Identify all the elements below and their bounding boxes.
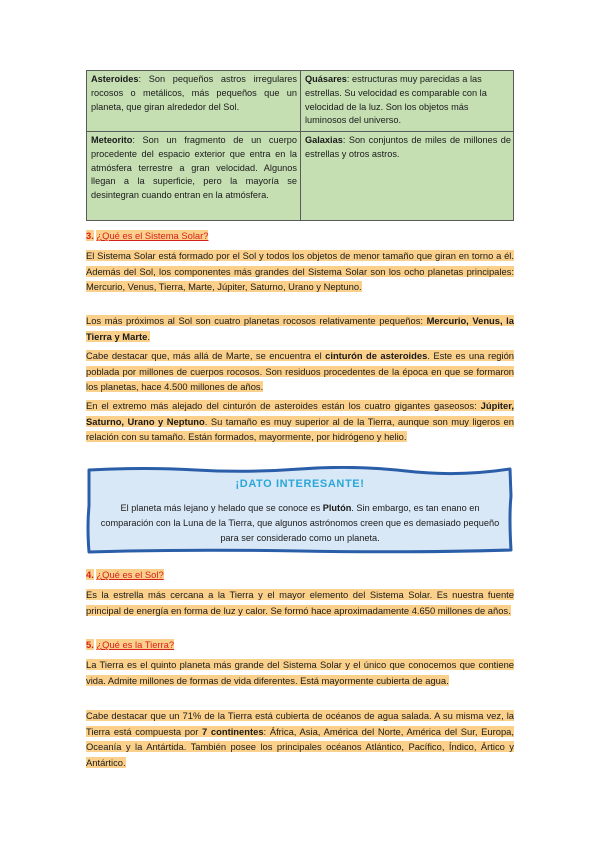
section-5-paragraph-1 — [86, 657, 514, 688]
fact-text: . Sin embargo, es tan enano en comparación con la Luna de la Tierra, que algunos astrónomos creen que es demasiado pequeño para ser considerado como un planeta. — [100, 503, 500, 543]
glossary-cell-quasares — [305, 73, 511, 128]
paragraph-bold: Mercurio, Venus, la Tierra y Marte — [86, 315, 514, 342]
section-number: 3. — [86, 230, 94, 241]
paragraph-text: Es la estrella más cercana a la Tierra y el mayor elemento del Sistema Solar. Es nuestra fuente principal de energía en forma de luz y calor. Se formó hace aproximadamente 4.650 millones de años. — [86, 589, 514, 616]
section-5-paragraph-2 — [86, 708, 514, 770]
table-divider-horizontal — [87, 131, 513, 132]
paragraph-text: En el extremo más alejado del cinturón de asteroides están los cuatro gigantes gaseosos: — [86, 400, 481, 411]
paragraph-text: Los más próximos al Sol son cuatro planetas rocosos relativamente pequeños: — [86, 315, 427, 326]
section-4-heading — [86, 568, 164, 581]
section-3-paragraph-3 — [86, 348, 514, 395]
paragraph-bold: 7 continentes — [202, 725, 264, 737]
paragraph-text: El Sistema Solar está formado por el Sol y todos los objetos de menor tamaño que giran en torno a él. Además del Sol, los componentes más grandes del Sistema Solar son los ocho planetas principales: Mercurio, Venus, Tierra, Marte, Júpiter, Saturno, Urano y Neptuno. — [86, 250, 514, 293]
paragraph-bold: Júpiter, Saturno, Urano y Neptuno — [86, 400, 514, 427]
section-4-paragraph-1 — [86, 587, 514, 618]
glossary-table — [86, 70, 514, 221]
section-number: 4. — [86, 569, 94, 580]
paragraph-text: Cabe destacar que un 71% de la Tierra está cubierta de océanos de agua salada. A su misma vez, la Tierra está compuesta por — [86, 710, 514, 737]
paragraph-bold: cinturón de asteroides — [325, 350, 428, 361]
paragraph-text: . Este es una región poblada por millones de cuerpos rocosos. Son residuos procedentes de la época en que se formaron los planetas, hace 4.500 millones de años. — [86, 350, 515, 393]
glossary-cell-asteroides — [91, 73, 297, 114]
fact-box — [86, 466, 514, 554]
table-divider-vertical — [300, 71, 301, 220]
glossary-cell-meteorito — [91, 134, 297, 203]
glossary-term: Quásares — [305, 74, 347, 84]
section-title: ¿Qué es la Tierra? — [96, 639, 175, 650]
paragraph-text: : África, Asia, América del Norte, América del Sur, Europa, Oceanía y la Antártida. También posee los principales océanos Atlántico, Pacífico, Índico, Ártico y Antártico. — [86, 725, 514, 768]
glossary-definition: : Son un fragmento de un cuerpo procedente del espacio exterior que entra en la atmósfera terrestre a gran velocidad. Algunos llegan a la superficie, pero la mayoría se desintegran cuando entran en la atmósfera. — [91, 135, 297, 201]
paragraph-text: La Tierra es el quinto planeta más grande del Sistema Solar y el único que conocemos que contiene vida. Admite millones de formas de vida diferentes. Está mayormente cubierta de agua. — [86, 659, 514, 686]
fact-box-title: ¡DATO INTERESANTE! — [235, 478, 365, 490]
section-5-heading — [86, 638, 174, 651]
paragraph-text: . — [147, 330, 150, 342]
glossary-definition: : Son pequeños astros irregulares rocosos o metálicos, más pequeños que un planeta, que giran alrededor del Sol. — [91, 74, 297, 112]
section-title: ¿Qué es el Sol? — [96, 569, 164, 580]
fact-bold: Plutón — [322, 503, 352, 513]
paragraph-text: . Su tamaño es muy superior al de la Tierra, aunque son muy ligeros en relación con su tamaño. Están formados, mayormente, por hidrógeno y helio. — [86, 415, 514, 443]
section-title: ¿Qué es el Sistema Solar? — [96, 230, 209, 241]
fact-box-text — [100, 501, 500, 546]
section-3-heading — [86, 229, 208, 242]
fact-text: El planeta más lejano y helado que se conoce es — [120, 503, 323, 513]
paragraph-text: Cabe destacar que, más allá de Marte, se encuentra el — [86, 350, 326, 361]
glossary-term: Galaxias — [305, 135, 343, 145]
glossary-definition: : Son conjuntos de miles de millones de estrellas y otros astros. — [305, 135, 511, 159]
section-3-paragraph-1 — [86, 248, 514, 295]
glossary-definition: : estructuras muy parecidas a las estrellas. Su velocidad es comparable con la velocidad de la luz. Son los objetos más luminosos del universo. — [305, 74, 487, 126]
section-3-paragraph-2 — [86, 313, 514, 344]
section-3-paragraph-4 — [86, 398, 514, 445]
glossary-term: Meteorito — [91, 135, 133, 145]
glossary-cell-galaxias — [305, 134, 511, 162]
glossary-term: Asteroides — [91, 74, 139, 84]
section-number: 5. — [86, 639, 94, 650]
